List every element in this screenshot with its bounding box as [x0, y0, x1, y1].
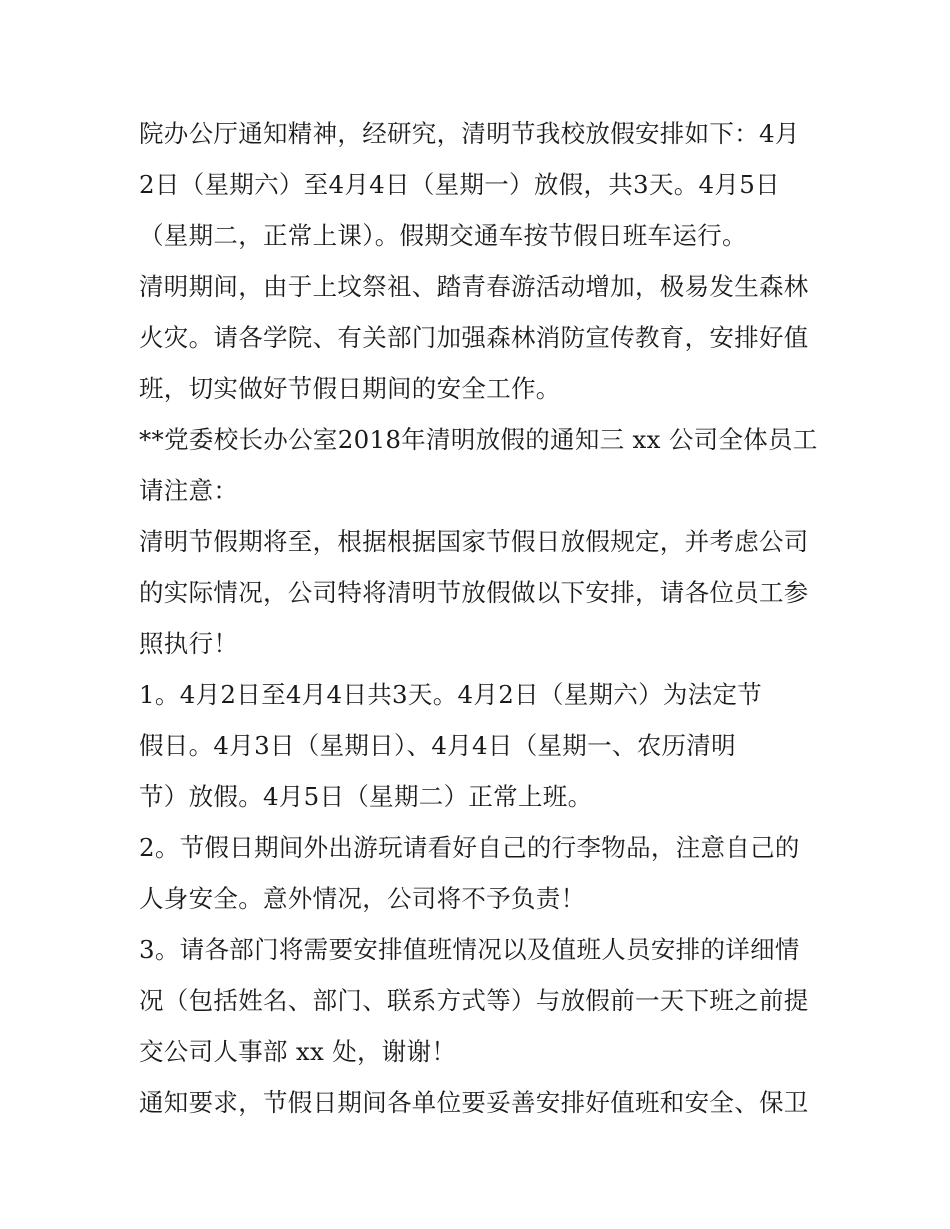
text-line: 火灾。请各学院、有关部门加强森林消防宣传教育，安排好值 — [139, 323, 809, 352]
text-line: 清明节假期将至，根据根据国家节假日放假规定，并考虑公司 — [139, 527, 809, 556]
list-item-1 — [139, 669, 819, 822]
text-line: （星期二，正常上课）。假期交通车按节假日班车运行。 — [139, 221, 747, 250]
text-line: 照执行！ — [139, 629, 239, 658]
paragraph-holiday-schedule — [139, 108, 819, 261]
paragraph-fire-safety — [139, 261, 819, 414]
text-line: 人身安全。意外情况，公司将不予负责！ — [139, 884, 586, 913]
text-line: 清明期间，由于上坟祭祖、踏青春游活动增加，极易发生森林 — [139, 272, 809, 301]
text-line: **党委校长办公室2018年清明放假的通知三 xx 公司全体员工 — [139, 425, 818, 454]
paragraph-notice-heading — [139, 414, 819, 516]
text-line: 假日。4月3日（星期日）、4月4日（星期一、农历清明 — [139, 731, 736, 760]
text-line: 2。节假日期间外出游玩请看好自己的行李物品，注意自己的 — [139, 833, 800, 862]
paragraph-company-intro — [139, 516, 819, 669]
text-line: 况（包括姓名、部门、联系方式等）与放假前一天下班之前提 — [139, 986, 809, 1015]
text-line: 节）放假。4月5日（星期二）正常上班。 — [139, 782, 593, 811]
text-line: 院办公厅通知精神，经研究，清明节我校放假安排如下：4月 — [139, 119, 800, 148]
list-item-2 — [139, 822, 819, 924]
text-line: 请注意： — [139, 476, 239, 505]
text-line: 班，切实做好节假日期间的安全工作。 — [139, 374, 561, 403]
paragraph-notice-requirements — [139, 1077, 819, 1128]
text-line: 交公司人事部 xx 处，谢谢！ — [139, 1037, 457, 1066]
text-line: 3。请各部门将需要安排值班情况以及值班人员安排的详细情 — [139, 935, 800, 964]
text-line: 1。4月2日至4月4日共3天。4月2日（星期六）为法定节 — [139, 680, 763, 709]
text-line: 2日（星期六）至4月4日（星期一）放假，共3天。4月5日 — [139, 170, 780, 199]
document-body — [139, 108, 819, 1128]
list-item-3 — [139, 924, 819, 1077]
text-line: 通知要求，节假日期间各单位要妥善安排好值班和安全、保卫 — [139, 1088, 809, 1117]
text-line: 的实际情况，公司特将清明节放假做以下安排，请各位员工参 — [139, 578, 809, 607]
